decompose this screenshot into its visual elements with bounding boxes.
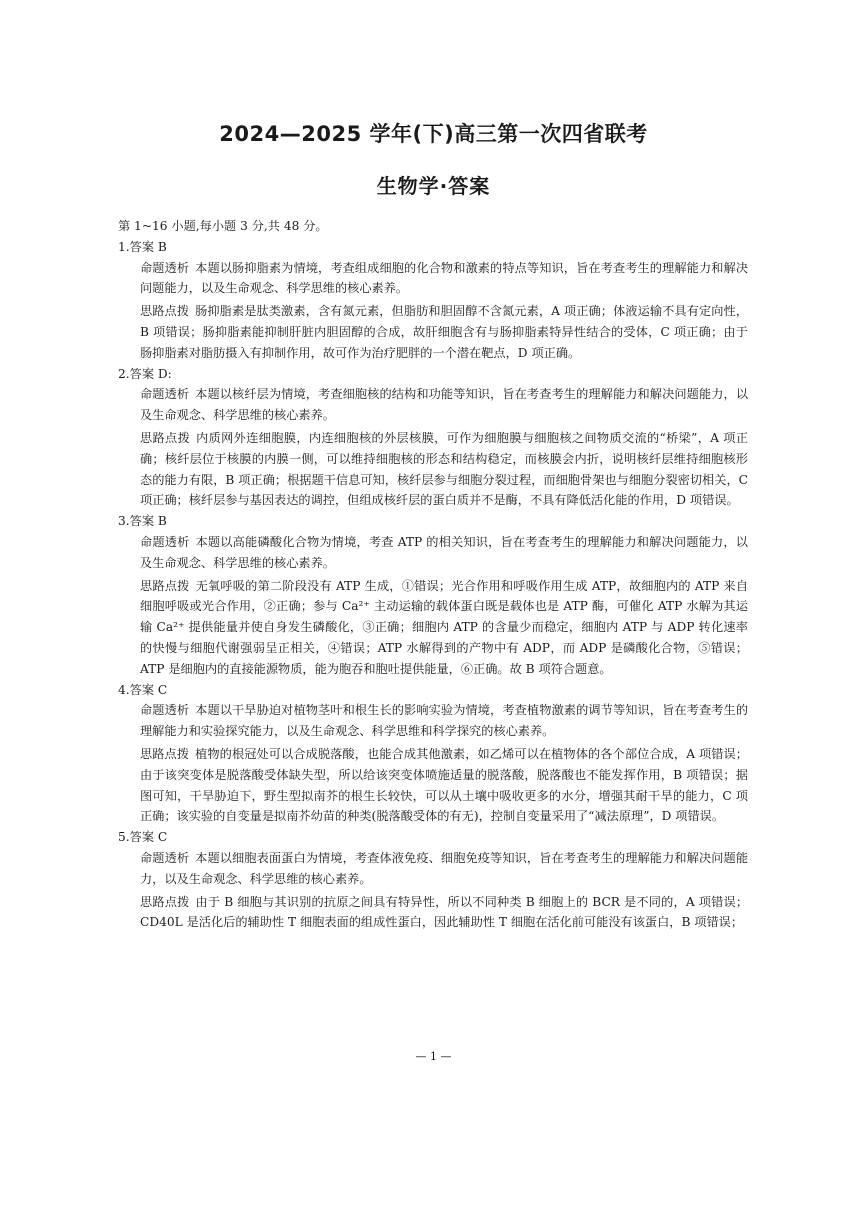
analysis-text: 本题以核纤层为情境，考查细胞核的结构和功能等知识，旨在考查考生的理解能力和解决问题能力，以及生命观念、科学思维的核心素养。 bbox=[140, 387, 749, 423]
hint-text: 肠抑脂素是肽类激素，含有氮元素，但脂肪和胆固醇不含氮元素，A 项正确；体液运输不具有定向性，B 项错误；肠抑脂素能抑制肝脏内胆固醇的合成，故肝细胞含有与肠抑脂素特异性结合的受体，C 项正确；由于肠抑脂素对脂肪摄入有抑制作用，故可作为治疗肥胖的一个潜在靶点，D 项正确。 bbox=[140, 304, 748, 360]
hint-label: 思路点拨 bbox=[140, 746, 190, 761]
hint-text: 内质网外连细胞膜，内连细胞核的外层核膜，可作为细胞膜与细胞核之间物质交流的“桥梁”，A 项正确；核纤层位于核膜的内膜一侧，可以维持细胞核的形态和结构稳定，而核膜会内折，说明核纤层维持细胞核形态的能力有限，B 项正确；根据题干信息可知，核纤层参与细胞分裂过程，而细胞骨架也与细胞分裂密切相关，C 项正确；核纤层参与基因表达的调控，但组成核纤层的蛋白质并不是酶，不具有降低活化能的作用，D 项错误。 bbox=[140, 430, 749, 508]
hint-paragraph bbox=[140, 744, 748, 827]
question-2 bbox=[118, 364, 748, 512]
hint-paragraph bbox=[140, 301, 748, 363]
analysis-paragraph bbox=[140, 532, 748, 574]
hint-paragraph bbox=[140, 892, 748, 934]
analysis-paragraph bbox=[140, 848, 748, 890]
answer-line: 2.答案 D: bbox=[118, 366, 172, 381]
hint-paragraph bbox=[140, 428, 748, 511]
document-subtitle: 生物学·答案 bbox=[376, 174, 491, 198]
analysis-text: 本题以干旱胁迫对植物茎叶和根生长的影响实验为情境，考查植物激素的调节等知识，旨在考查考生的理解能力和实验探究能力，以及生命观念、科学思维和科学探究的核心素养。 bbox=[140, 703, 749, 739]
analysis-text: 本题以细胞表面蛋白为情境，考查体液免疫、细胞免疫等知识，旨在考查考生的理解能力和解决问题能力，以及生命观念、科学思维的核心素养。 bbox=[140, 850, 749, 886]
question-1 bbox=[118, 237, 748, 364]
question-3 bbox=[118, 511, 748, 679]
analysis-paragraph bbox=[140, 258, 748, 300]
document-title: 2024—2025 学年(下)高三第一次四省联考 bbox=[219, 122, 648, 146]
hint-text: 植物的根冠处可以合成脱落酸，也能合成其他激素，如乙烯可以在植物体的各个部位合成，A 项错误；由于该突变体是脱落酸受体缺失型，所以给该突变体喷施适量的脱落酸，脱落酸也不能发挥作用，B 项错误；据图可知，干旱胁迫下，野生型拟南芥的根生长较快，可以从土壤中吸收更多的水分，增强其耐干旱的能力，C 项正确；该实验的自变量是拟南芥幼苗的种类(脱落酸受体的有无)，控制自变量采用了“减法原理”，D 项错误。 bbox=[140, 746, 748, 824]
question-4 bbox=[118, 680, 748, 828]
hint-label: 思路点拨 bbox=[140, 430, 191, 445]
answer-content bbox=[118, 216, 748, 933]
hint-paragraph bbox=[140, 576, 748, 680]
hint-text: 无氧呼吸的第二阶段没有 ATP 生成，①错误；光合作用和呼吸作用生成 ATP，故细胞内的 ATP 来自细胞呼吸或光合作用，②正确；参与 Ca²⁺ 主动运输的载体蛋白既是载体也是 ATP 酶，可催化 ATP 水解为其运输 Ca²⁺ 提供能量并使自身发生磷酸化，③正确；细胞内 ATP 的含量少而稳定，细胞内 ATP 与 ADP 转化速率的快慢与细胞代谢强弱呈正相关，④错误；ATP 水解得到的产物中有 ADP，而 ADP 是磷酸化合物，⑤错误；ATP 是细胞内的直接能源物质，能为胞吞和胞吐提供能量，⑥正确。故 B 项符合题意。 bbox=[140, 578, 749, 676]
hint-text: 由于 B 细胞与其识别的抗原之间具有特异性，所以不同种类 B 细胞上的 BCR 是不同的，A 项错误；CD40L 是活化后的辅助性 T 细胞表面的组成性蛋白，因此辅助性 T 细胞在活化前可能没有该蛋白，B 项错误； bbox=[140, 894, 749, 930]
answer-line: 4.答案 C bbox=[118, 682, 168, 697]
hint-label: 思路点拨 bbox=[140, 578, 190, 593]
analysis-label: 命题透析 bbox=[140, 534, 190, 549]
analysis-label: 命题透析 bbox=[140, 850, 190, 865]
hint-label: 思路点拨 bbox=[140, 304, 190, 319]
analysis-paragraph bbox=[140, 700, 748, 742]
answer-line: 5.答案 C bbox=[118, 830, 168, 845]
analysis-label: 命题透析 bbox=[140, 703, 190, 718]
page-number: — 1 — bbox=[415, 1050, 452, 1063]
analysis-paragraph bbox=[140, 384, 748, 426]
analysis-label: 命题透析 bbox=[140, 260, 190, 275]
analysis-text: 本题以高能磷酸化合物为情境，考查 ATP 的相关知识，旨在考查考生的理解能力和解决问题能力，以及生命观念、科学思维的核心素养。 bbox=[140, 534, 748, 570]
question-5 bbox=[118, 827, 748, 933]
answer-line: 1.答案 B bbox=[118, 239, 167, 254]
hint-label: 思路点拨 bbox=[140, 894, 190, 909]
analysis-label: 命题透析 bbox=[140, 387, 190, 402]
analysis-text: 本题以肠抑脂素为情境，考查组成细胞的化合物和激素的特点等知识，旨在考查考生的理解能力和解决问题能力，以及生命观念、科学思维的核心素养。 bbox=[140, 260, 749, 296]
section-intro: 第 1~16 小题,每小题 3 分,共 48 分。 bbox=[118, 219, 328, 233]
answer-line: 3.答案 B bbox=[118, 514, 167, 529]
